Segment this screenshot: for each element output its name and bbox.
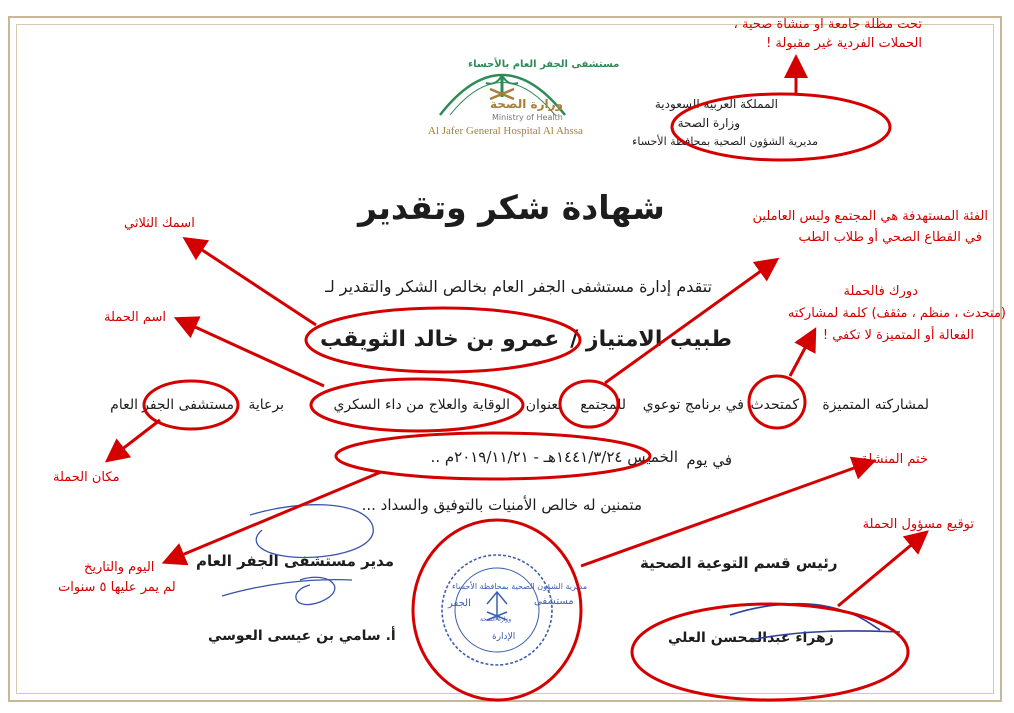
awareness-head-name: زهراء عبدالمحسن العلي: [668, 630, 834, 646]
certificate-title: شهادة شكر وتقدير: [358, 188, 665, 227]
line3-venue: مستشفى الجفر: [142, 397, 234, 413]
note-campaign: اسم الحملة: [104, 310, 167, 325]
note-date-1: اليوم والتاريخ: [84, 560, 155, 575]
note-signature: توقيع مسؤول الحملة: [862, 517, 974, 532]
stamp-outer-text: مديرية الشؤون الصحية بمحافظة الأحساء: [452, 582, 588, 591]
note-role-1: دورك فالحملة: [843, 284, 918, 299]
closing-line: متمنين له خالص الأمنيات بالتوفيق والسداد ...: [361, 496, 642, 514]
note-stamp: ختم المنشاة: [861, 452, 928, 467]
logo-ministry-en: Ministry of Health: [492, 113, 563, 122]
logo-hospital-en: Al Jafer General Hospital Al Ahssa: [428, 125, 583, 137]
line3-audience: للمجتمع: [580, 397, 626, 413]
line3-role: كمتحدث: [750, 397, 799, 413]
line3-part5: العام: [110, 397, 138, 413]
stamp-bottom-text: الإدارة: [492, 632, 516, 642]
header-country: المملكة العربية السعودية: [654, 97, 778, 111]
recipient-prefix: طبيب الامتياز /: [570, 327, 732, 352]
line3-part1: لمشاركته المتميزة: [822, 397, 929, 413]
stamp-center-text: وزارة الصحة: [480, 616, 512, 623]
awareness-head-title: رئيس قسم التوعية الصحية: [640, 554, 838, 572]
note-top-1: تحت مظلة جامعة او منشاة صحية ،: [733, 17, 922, 32]
recipient-name: عمرو بن خالد الثويقب: [320, 327, 560, 352]
note-name: اسمك الثلاثي: [124, 216, 195, 231]
line3-campaign: الوقاية والعلاج من داء السكري: [333, 397, 510, 413]
director-title: مدير مستشفى الجفر العام: [196, 552, 395, 570]
note-top-2: الحملات الفردية غير مقبولة !: [766, 36, 922, 51]
note-audience-1: الفئة المستهدفة هي المجتمع وليس العاملين: [752, 209, 988, 224]
line3-part4: برعاية: [248, 397, 284, 413]
note-role-3: الفعالة أو المتميزة لا تكفي !: [822, 328, 974, 343]
date-prefix: في يوم: [686, 451, 732, 469]
note-role-2: (متحدث ، منظم ، مثقف) كلمة لمشاركته: [787, 306, 1006, 321]
logo-ministry-ar: وزارة الصحة: [490, 97, 564, 111]
header-directorate: مديرية الشؤون الصحية بمحافظة الأحساء: [632, 135, 818, 148]
note-audience-2: في القطاع الصحي أو طلاب الطب: [798, 230, 982, 245]
line3-part3: بعنوان: [525, 397, 562, 413]
date-value: الخميس ١٤٤١/٣/٢٤هـ - ٢٠١٩/١١/٢١م ..: [430, 448, 678, 466]
line3-part2: في برنامج توعوي: [642, 397, 744, 413]
stamp-right-text: الجفر: [448, 598, 471, 609]
intro-line: تتقدم إدارة مستشفى الجفر العام بخالص الشكر والتقدير لـ: [325, 277, 712, 296]
header-ministry: وزارة الصحة: [677, 116, 740, 130]
note-venue: مكان الحملة: [53, 470, 120, 485]
note-date-2: لم يمر عليها ٥ سنوات: [58, 580, 176, 595]
director-name: أ. سامي بن عيسى العوسي: [208, 628, 396, 644]
stamp-left-text: مستشفى: [534, 596, 574, 607]
logo-arc-text: مستشفى الجفر العام بالأحساء: [468, 59, 620, 70]
